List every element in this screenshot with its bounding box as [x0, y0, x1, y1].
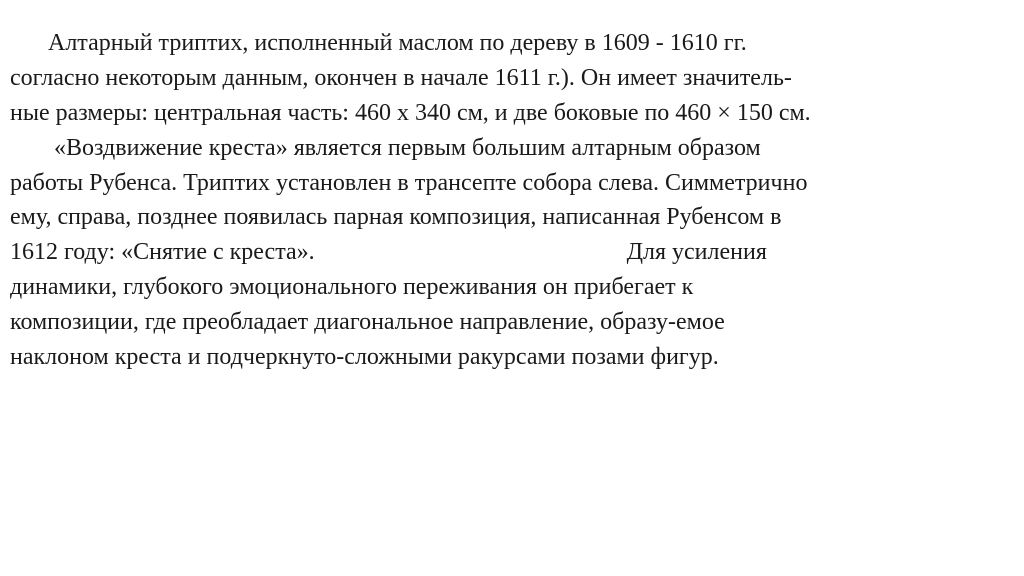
- text-line: работы Рубенса. Триптих установлен в трансепте собора слева. Симметрично: [10, 169, 808, 196]
- text-line: «Воздвижение креста» является первым большим алтарным образом: [54, 134, 761, 161]
- text-line-left: 1612 году: «Снятие с креста».: [10, 239, 315, 266]
- text-line: Алтарный триптих, исполненный маслом по дереву в 1609 - 1610 гг.: [48, 30, 747, 56]
- text-line: ные размеры: центральная часть: 460 х 340 см, и две боковые по 460 × 150 см.: [10, 99, 811, 126]
- body-text: [10, 26, 1014, 375]
- text-line: наклоном креста и подчеркнуто-сложными ракурсами позами фигур.: [10, 344, 719, 371]
- text-line: ему, справа, позднее появилась парная композиция, написанная Рубенсом в: [10, 204, 782, 231]
- text-line: динамики, глубокого эмоционального переживания он прибегает к: [10, 274, 694, 301]
- text-line-right: Для усиления: [626, 239, 767, 266]
- text-line: согласно некоторым данным, окончен в начале 1611 г.). Он имеет значитель-: [10, 64, 792, 91]
- text-line: композиции, где преобладает диагональное направление, образу-емое: [10, 309, 725, 336]
- text-line-split: [10, 235, 1014, 270]
